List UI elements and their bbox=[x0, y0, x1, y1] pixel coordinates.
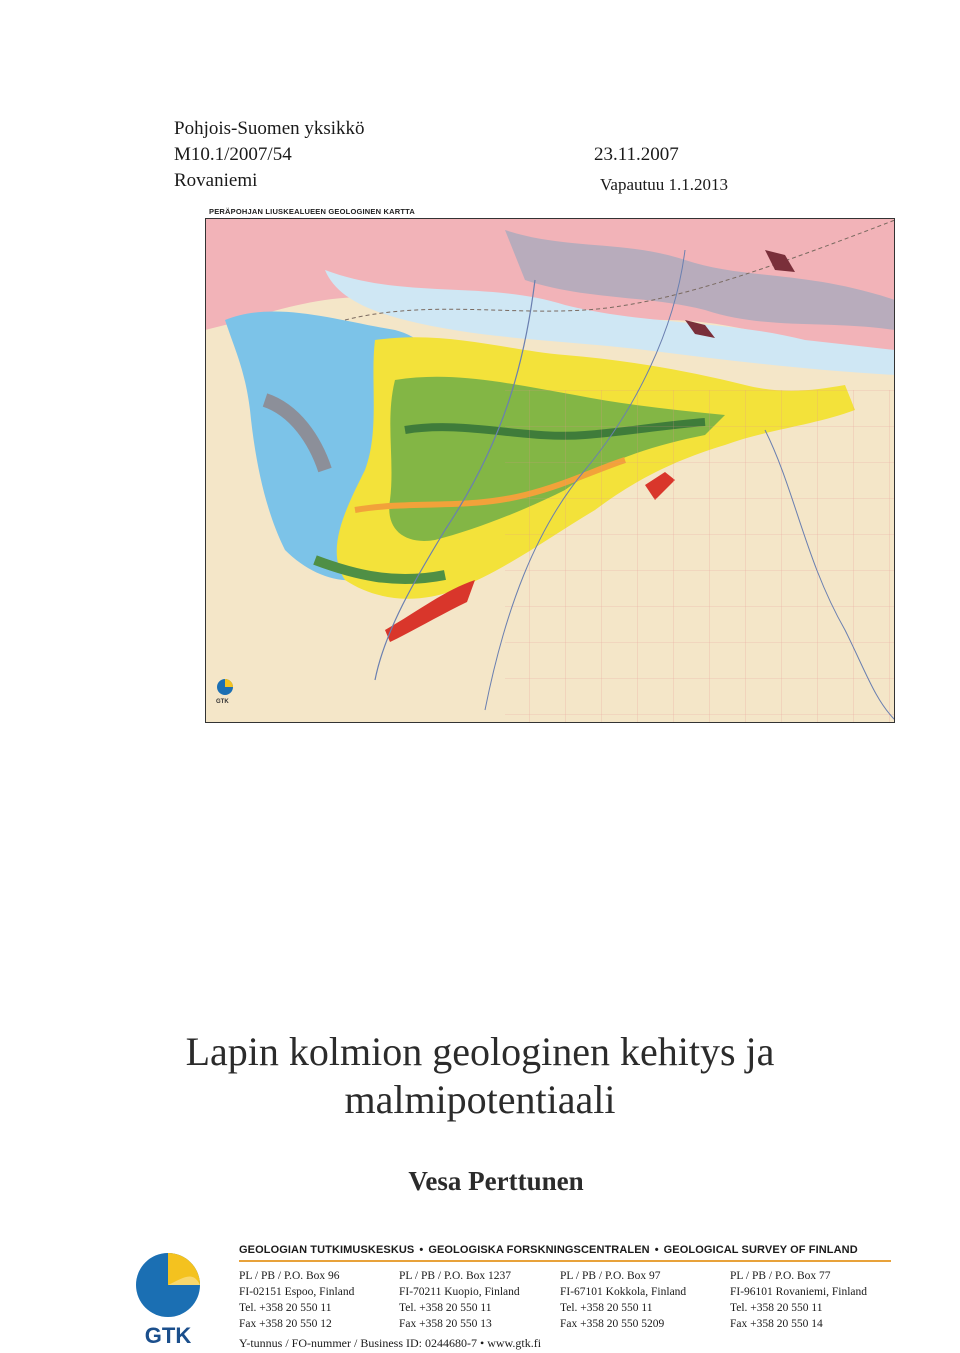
office-fax: Fax +358 20 550 14 bbox=[730, 1318, 823, 1330]
office-fax: Fax +358 20 550 5209 bbox=[560, 1318, 665, 1330]
geological-map bbox=[205, 210, 895, 725]
office-kokkola bbox=[560, 1268, 686, 1332]
footer-separator: • bbox=[654, 1244, 659, 1256]
office-fax: Fax +358 20 550 13 bbox=[399, 1318, 492, 1330]
office-tel: Tel. +358 20 550 11 bbox=[560, 1302, 653, 1314]
footer-heading-sv: GEOLOGISKA FORSKNINGSCENTRALEN bbox=[428, 1244, 650, 1256]
title-line-1: Lapin kolmion geologinen kehitys ja bbox=[185, 1029, 775, 1074]
header-date: 23.11.2007 bbox=[594, 144, 679, 165]
footer-heading-en: GEOLOGICAL SURVEY OF FINLAND bbox=[663, 1244, 858, 1256]
map-grid bbox=[505, 390, 895, 723]
map-gtk-logo bbox=[217, 679, 233, 695]
office-fax: Fax +358 20 550 12 bbox=[239, 1318, 332, 1330]
office-city: FI-96101 Rovaniemi, Finland bbox=[730, 1286, 868, 1298]
office-city: FI-70211 Kuopio, Finland bbox=[399, 1286, 520, 1298]
office-box: PL / PB / P.O. Box 77 bbox=[730, 1270, 831, 1282]
office-city: FI-02151 Espoo, Finland bbox=[239, 1286, 355, 1298]
header-report-id: M10.1/2007/54 bbox=[174, 144, 292, 165]
office-city: FI-67101 Kokkola, Finland bbox=[560, 1286, 687, 1298]
map-title: PERÄPOHJAN LIUSKEALUEEN GEOLOGINEN KARTTA bbox=[209, 207, 415, 216]
office-espoo bbox=[239, 1268, 354, 1332]
gtk-logo bbox=[128, 1240, 208, 1350]
footer-separator: • bbox=[419, 1244, 424, 1256]
footer-heading bbox=[239, 1244, 858, 1256]
header-location: Rovaniemi bbox=[174, 170, 258, 191]
office-tel: Tel. +358 20 550 11 bbox=[399, 1302, 492, 1314]
office-box: PL / PB / P.O. Box 96 bbox=[239, 1270, 340, 1282]
business-id: Y-tunnus / FO-nummer / Business ID: 0244680-7 • www.gtk.fi bbox=[239, 1336, 542, 1350]
map-gtk-label: GTK bbox=[216, 699, 229, 705]
header-unit: Pohjois-Suomen yksikkö bbox=[174, 118, 365, 139]
header-left bbox=[174, 116, 365, 194]
office-box: PL / PB / P.O. Box 97 bbox=[560, 1270, 661, 1282]
office-tel: Tel. +358 20 550 11 bbox=[239, 1302, 332, 1314]
document-title bbox=[150, 1028, 810, 1124]
footer-rule bbox=[239, 1260, 891, 1262]
gtk-logo-text: GTK bbox=[144, 1323, 192, 1348]
title-line-2: malmipotentiaali bbox=[344, 1077, 616, 1122]
footer-heading-fi: GEOLOGIAN TUTKIMUSKESKUS bbox=[239, 1244, 415, 1256]
office-box: PL / PB / P.O. Box 1237 bbox=[399, 1270, 512, 1282]
office-tel: Tel. +358 20 550 11 bbox=[730, 1302, 823, 1314]
author-name: Vesa Perttunen bbox=[408, 1166, 584, 1196]
office-kuopio bbox=[399, 1268, 520, 1332]
header-release-date: Vapautuu 1.1.2013 bbox=[600, 175, 728, 194]
office-rovaniemi bbox=[730, 1268, 867, 1332]
